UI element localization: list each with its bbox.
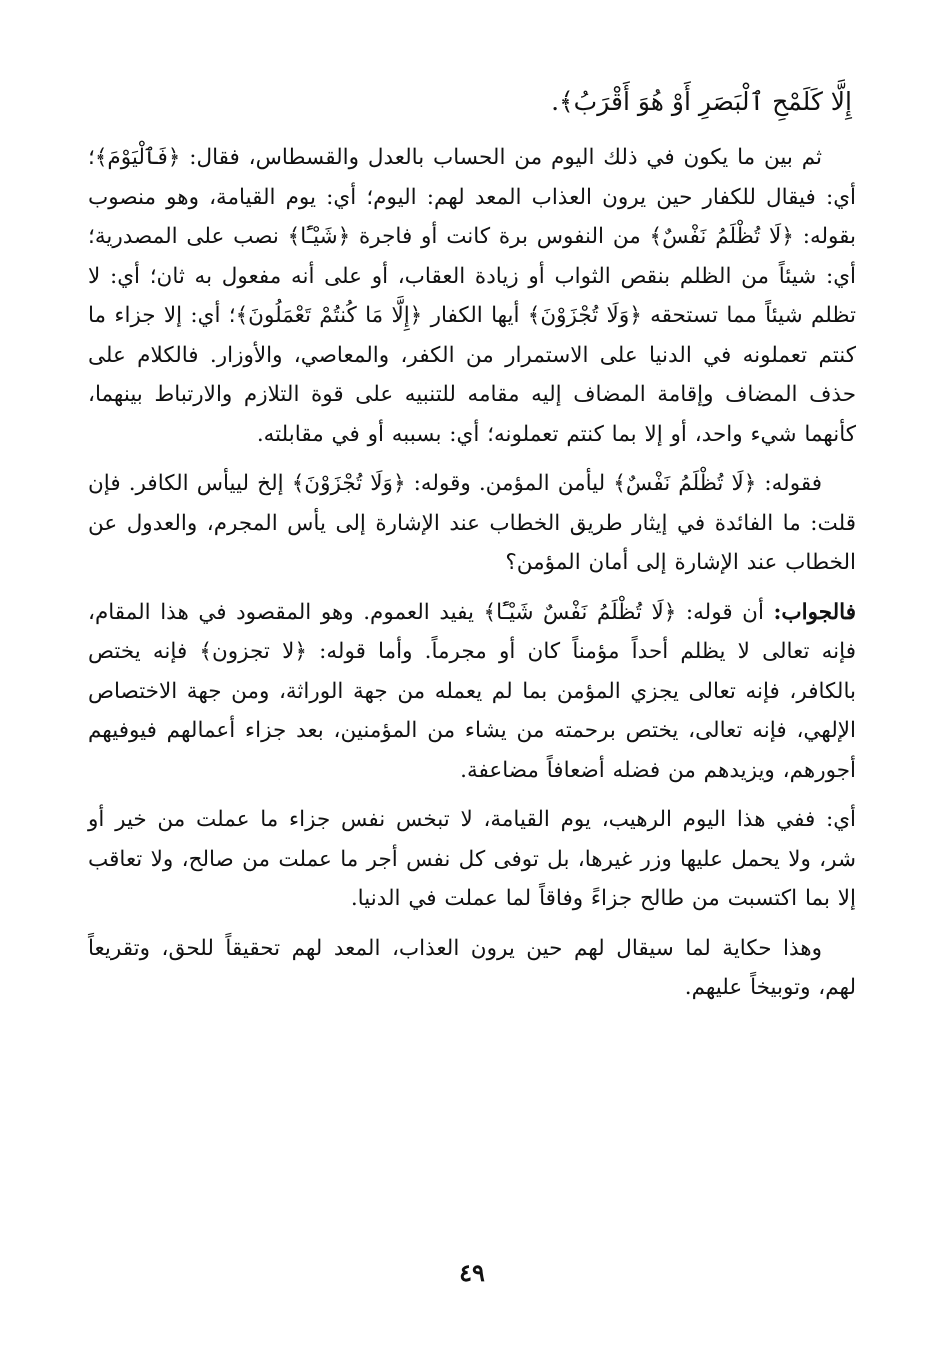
paragraph-5 <box>88 929 856 1008</box>
paragraph-3-text: أن قوله: ﴿لَا تُظْلَمُ نَفْسٌ شَيْـًٔا﴾ يفيد العموم. وهو المقصود في هذا المقام، فإنه تعالى لا يظلم أحداً مؤمناً كان أو مجرماً. وأما قوله: ﴿لا تجزون﴾ فإنه يختص بالكافر، فإنه تعالى يجزي المؤمن بما لم يعمله من جهة الوراثة، ومن جهة الاختصاص الإلهي، فإنه تعالى، يختص برحمته من يشاء من المؤمنين، بعد جزاء أعمالهم فيوفيهم أجورهم، ويزيدهم من فضله أضعافاً مضاعفة. <box>88 599 856 783</box>
page-number: ٤٩ <box>459 1258 485 1287</box>
paragraph-1-text: ثم بين ما يكون في ذلك اليوم من الحساب بالعدل والقسطاس، فقال: ﴿فَٱلْيَوْمَ﴾؛ أي: فيقال للكفار حين يرون العذاب المعد لهم: اليوم؛ أي: يوم القيامة، وهو منصوب بقوله: ﴿لَا تُظْلَمُ نَفْسٌ﴾ من النفوس برة كانت أو فاجرة ﴿شَيْـًٔا﴾ نصب على المصدرية؛ أي: شيئاً من الظلم بنقص الثواب أو زيادة العقاب، أو على أنه مفعول به ثان؛ أي: لا تظلم شيئاً مما تستحقه ﴿وَلَا تُجْزَوْنَ﴾ أيها الكفار ﴿إِلَّا مَا كُنتُمْ تَعْمَلُونَ﴾؛ أي: إلا جزاء ما كنتم تعملونه في الدنيا على الاستمرار من الكفر، والمعاصي، والأوزار. فالكلام على حذف المضاف وإقامة المضاف إليه مقامه للتنبيه على قوة التلازم والارتباط بينهما، كأنهما شيء واحد، أو إلا بما كنتم تعملونه؛ أي: بسببه أو في مقابلته. <box>88 145 856 447</box>
paragraph-2-text: فقوله: ﴿لَا تُظْلَمُ نَفْسٌ﴾ ليأمن المؤمن. وقوله: ﴿وَلَا تُجْزَوْنَ﴾ إلخ لييأس الكافر. فإن قلت: ما الفائدة في إيثار طريق الخطاب عند الإشارة إلى يأس المجرم، والعدول عن الخطاب عند الإشارة إلى أمان المؤمن؟ <box>88 471 856 575</box>
paragraph-4 <box>88 800 856 919</box>
paragraph-2 <box>88 464 856 583</box>
paragraph-4-text: أي: ففي هذا اليوم الرهيب، يوم القيامة، لا تبخس نفس جزاء ما عملت من خير أو شر، ولا يحمل عليها وزر غيرها، بل توفى كل نفس أجر ما عملت من صالح، ولا تعاقب إلا بما اكتسبت من طالح جزاءً وفاقاً لما عملت في الدنيا. <box>88 807 856 911</box>
paragraph-3-lead: فالجواب: <box>773 599 856 625</box>
quran-verse-line: إِلَّا كَلَمْحِ ٱلْبَصَرِ أَوْ هُوَ أَقْرَبُ﴾. <box>551 87 852 116</box>
paragraph-1 <box>88 138 856 454</box>
paragraph-5-text: وهذا حكاية لما سيقال لهم حين يرون العذاب، المعد لهم تحقيقاً للحق، وتقريعاً لهم، وتوبيخاً عليهم. <box>88 935 856 1000</box>
paragraph-3 <box>88 593 856 791</box>
